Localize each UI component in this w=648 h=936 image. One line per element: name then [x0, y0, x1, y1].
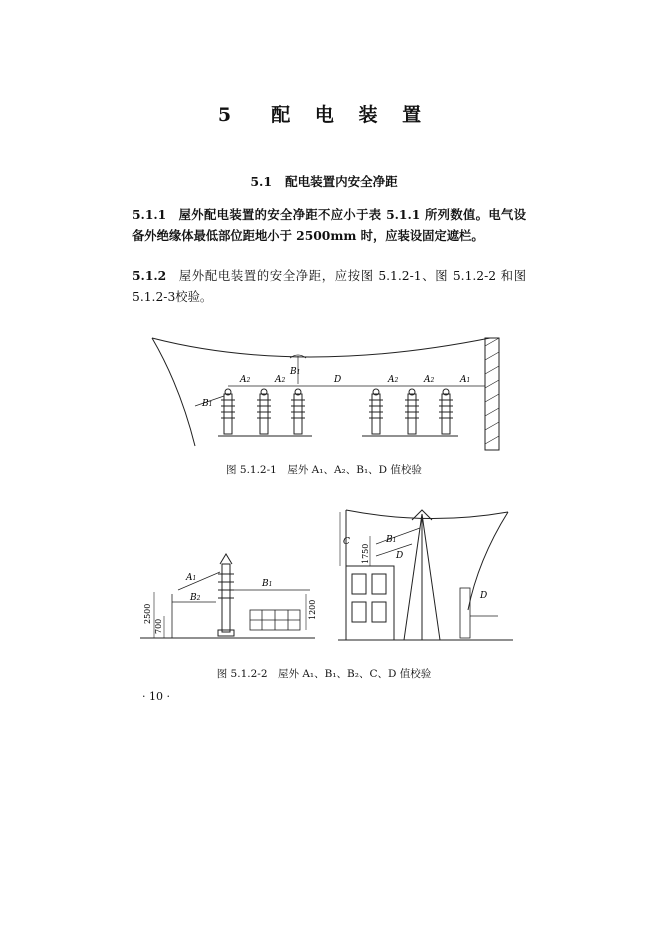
- figure-5-1-2-2-right-diagram: [328, 500, 518, 646]
- label-a2-4: A2: [424, 375, 435, 385]
- chapter-name: 配 电 装 置: [271, 104, 431, 126]
- equipment-group-left: [218, 389, 312, 436]
- figure-caption: 图 5.1.2-2 屋外 A₁、B₁、B₂、C、D 值校验: [216, 668, 432, 680]
- label-b2: B2: [190, 593, 201, 603]
- clause-number: 5.1.1: [132, 207, 167, 222]
- building: [346, 510, 397, 640]
- label-a2-1: A2: [240, 375, 251, 385]
- fence-right: [460, 588, 498, 638]
- transport-equipment: [232, 590, 310, 630]
- section-title: [0, 172, 648, 190]
- dim-700: 700: [154, 618, 163, 634]
- equipment-post: [218, 554, 234, 636]
- label-b1-top: B1: [290, 367, 301, 377]
- section-name: 配电装置内安全净距: [285, 174, 398, 189]
- label-c: C: [343, 537, 350, 547]
- chapter-title: [0, 100, 648, 127]
- label-b1: B1: [386, 535, 397, 545]
- overhead-conductor: [152, 338, 490, 357]
- label-d-left: D: [396, 551, 404, 561]
- label-a1: A1: [460, 375, 471, 385]
- tower: [404, 510, 440, 640]
- label-d-right: D: [480, 591, 488, 601]
- section-number: 5.1: [250, 174, 273, 189]
- dim-2500: 2500: [143, 603, 152, 624]
- left-arc: [152, 338, 195, 446]
- figure-5-1-2-2-left-diagram: [140, 544, 320, 644]
- equipment-group-right: [362, 389, 458, 436]
- clause-5-1-1: [132, 204, 526, 246]
- figure-caption: 图 5.1.2-1 屋外 A₁、A₂、B₁、D 值校验: [226, 464, 422, 476]
- chapter-number: 5: [217, 104, 241, 126]
- clause-text: 屋外配电装置的安全净距不应小于表 5.1.1 所列数值。电气设备外绝缘体最低部位距地小于 2500mm 时，应装设固定遮栏。: [132, 207, 526, 243]
- wall: [485, 338, 499, 450]
- label-b1: B1: [262, 579, 273, 589]
- dim-1750: 1750: [361, 543, 370, 564]
- clause-text: 屋外配电装置的安全净距，应按图 5.1.2-1、图 5.1.2-2 和图5.1.2-3校验。: [132, 269, 526, 304]
- overhead-conductor: [346, 510, 508, 519]
- label-a2-3: A2: [388, 375, 399, 385]
- label-b1-left: B1: [202, 399, 213, 409]
- clause-5-1-2: [132, 265, 526, 308]
- page-number: · 10 ·: [142, 690, 170, 703]
- label-d: D: [334, 375, 342, 385]
- right-arc: [468, 512, 508, 610]
- clause-number: 5.1.2: [132, 268, 167, 283]
- label-a1: A1: [186, 573, 197, 583]
- figure-5-1-2-1-diagram: [140, 326, 510, 452]
- dim-1200: 1200: [308, 599, 317, 620]
- label-a2-2: A2: [275, 375, 286, 385]
